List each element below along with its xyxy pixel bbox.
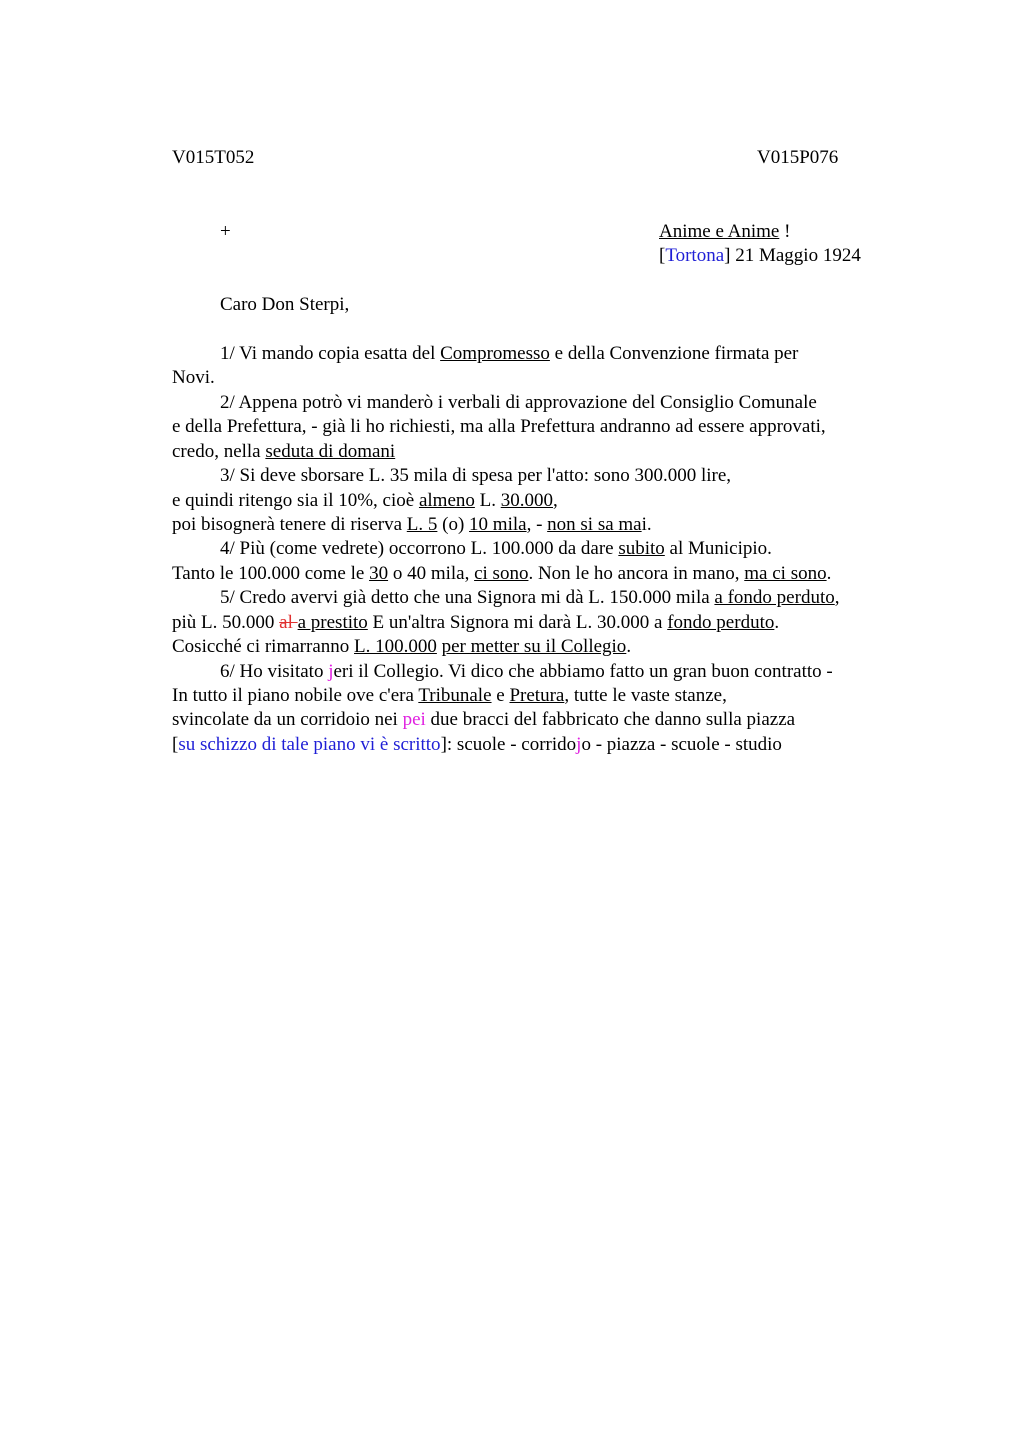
bracket-open: [ [659,245,666,266]
magenta-text: j [328,661,334,682]
underlined-text: ci sono [474,563,529,584]
text: , [834,587,840,608]
text: o - piazza - scuole - studio [581,734,782,755]
body-line-8 [172,513,652,537]
text: . [626,636,632,657]
body-line-4: e della Prefettura, - già li ho richiesti, ma alla Prefettura andranno ad essere approvati, [172,416,826,437]
text: , [553,490,558,511]
underlined-text: L. 5 [406,514,438,535]
text: L. [474,490,501,511]
bracket-close: ] [724,245,731,266]
salutation: Caro Don Sterpi, [220,294,350,315]
text: poi bisognerà tenere di riserva [172,514,407,535]
text: Tanto le 100.000 come le [172,563,370,584]
body-line-3: 2/ Appena potrò vi manderò i verbali di approvazione del Consiglio Comunale [220,392,817,413]
body-line-7 [172,489,558,513]
right-code: V015P076 [757,147,839,168]
text: o 40 mila, [388,563,475,584]
underlined-text: 10 mila [469,514,527,535]
underlined-text: per metter su il Collegio [441,636,627,657]
body-line-9 [220,537,772,561]
title-suffix: ! [779,221,791,242]
text: (o) [437,514,470,535]
underlined-text: a fondo perduto [714,587,835,608]
underlined-text: Compromesso [440,343,550,364]
text: ]: scuole - corrido [440,734,577,755]
letter-title [659,220,790,244]
blue-text: su schizzo di tale piano vi è scritto [178,734,441,755]
magenta-text: j [576,734,582,755]
body-line-14 [220,660,833,684]
body-line-1 [220,342,798,366]
body-line-15 [172,684,727,708]
text: al Municipio. [664,538,772,559]
text: Cosicché ci rimarranno [172,636,355,657]
text: [ [172,734,179,755]
underlined-text: 30 [369,563,389,584]
text: due bracci del fabbricato che danno sulla piazza [425,709,796,730]
title-text: Anime e Anime [659,221,780,242]
underlined-text: fondo perduto [667,612,775,633]
text: i. [641,514,652,535]
body-line-17 [172,733,782,757]
cross-mark: + [220,221,231,242]
body-line-10 [172,562,831,586]
body-line-13 [172,635,631,659]
text: e quindi ritengo sia il 10%, cioè [172,490,419,511]
underlined-text: non si sa ma [547,514,642,535]
text: e della Convenzione firmata per [549,343,799,364]
text: 5/ Credo avervi già detto che una Signora mi dà L. 150.000 mila [220,587,715,608]
body-line-16 [172,708,795,732]
body-line-5 [172,440,395,464]
struck-text: al [279,612,298,633]
text: In tutto il piano nobile ove c'era [172,685,419,706]
underlined-text: Pretura [509,685,565,706]
underlined-text: almeno [418,490,475,511]
body-line-12 [172,611,779,635]
text: , - [526,514,548,535]
text: , tutte le vaste stanze, [564,685,727,706]
text: eri il Collegio. Vi dico che abbiamo fatto un gran buon contratto - [333,661,833,682]
underlined-text: 30.000 [500,490,553,511]
underlined-text: a prestito [297,612,368,633]
underlined-text: L. 100.000 [354,636,437,657]
text: svincolate da un corridoio nei [172,709,403,730]
text: . [826,563,832,584]
date: 21 Maggio 1924 [730,245,861,266]
underlined-text: seduta di domani [265,441,396,462]
place: Tortona [665,245,725,266]
underlined-text: ma ci sono [744,563,827,584]
body-line-11 [220,586,839,610]
text: più L. 50.000 [172,612,280,633]
body-line-6: 3/ Si deve sborsare L. 35 mila di spesa per l'atto: sono 300.000 lire, [220,465,732,486]
text: 4/ Più (come vedrete) occorrono L. 100.000 da dare [220,538,619,559]
text: E un'altra Signora mi darà L. 30.000 a [367,612,668,633]
text: e [491,685,510,706]
text: . Non le ho ancora in mano, [528,563,745,584]
text: 1/ Vi mando copia esatta del [220,343,441,364]
left-code: V015T052 [172,147,255,168]
underlined-text: subito [618,538,665,559]
text: 6/ Ho visitato [220,661,329,682]
underlined-text: Tribunale [418,685,492,706]
text: . [774,612,780,633]
body-line-2: Novi. [172,367,215,388]
place-date [659,244,861,268]
text: credo, nella [172,441,266,462]
magenta-text: pei [402,709,426,730]
